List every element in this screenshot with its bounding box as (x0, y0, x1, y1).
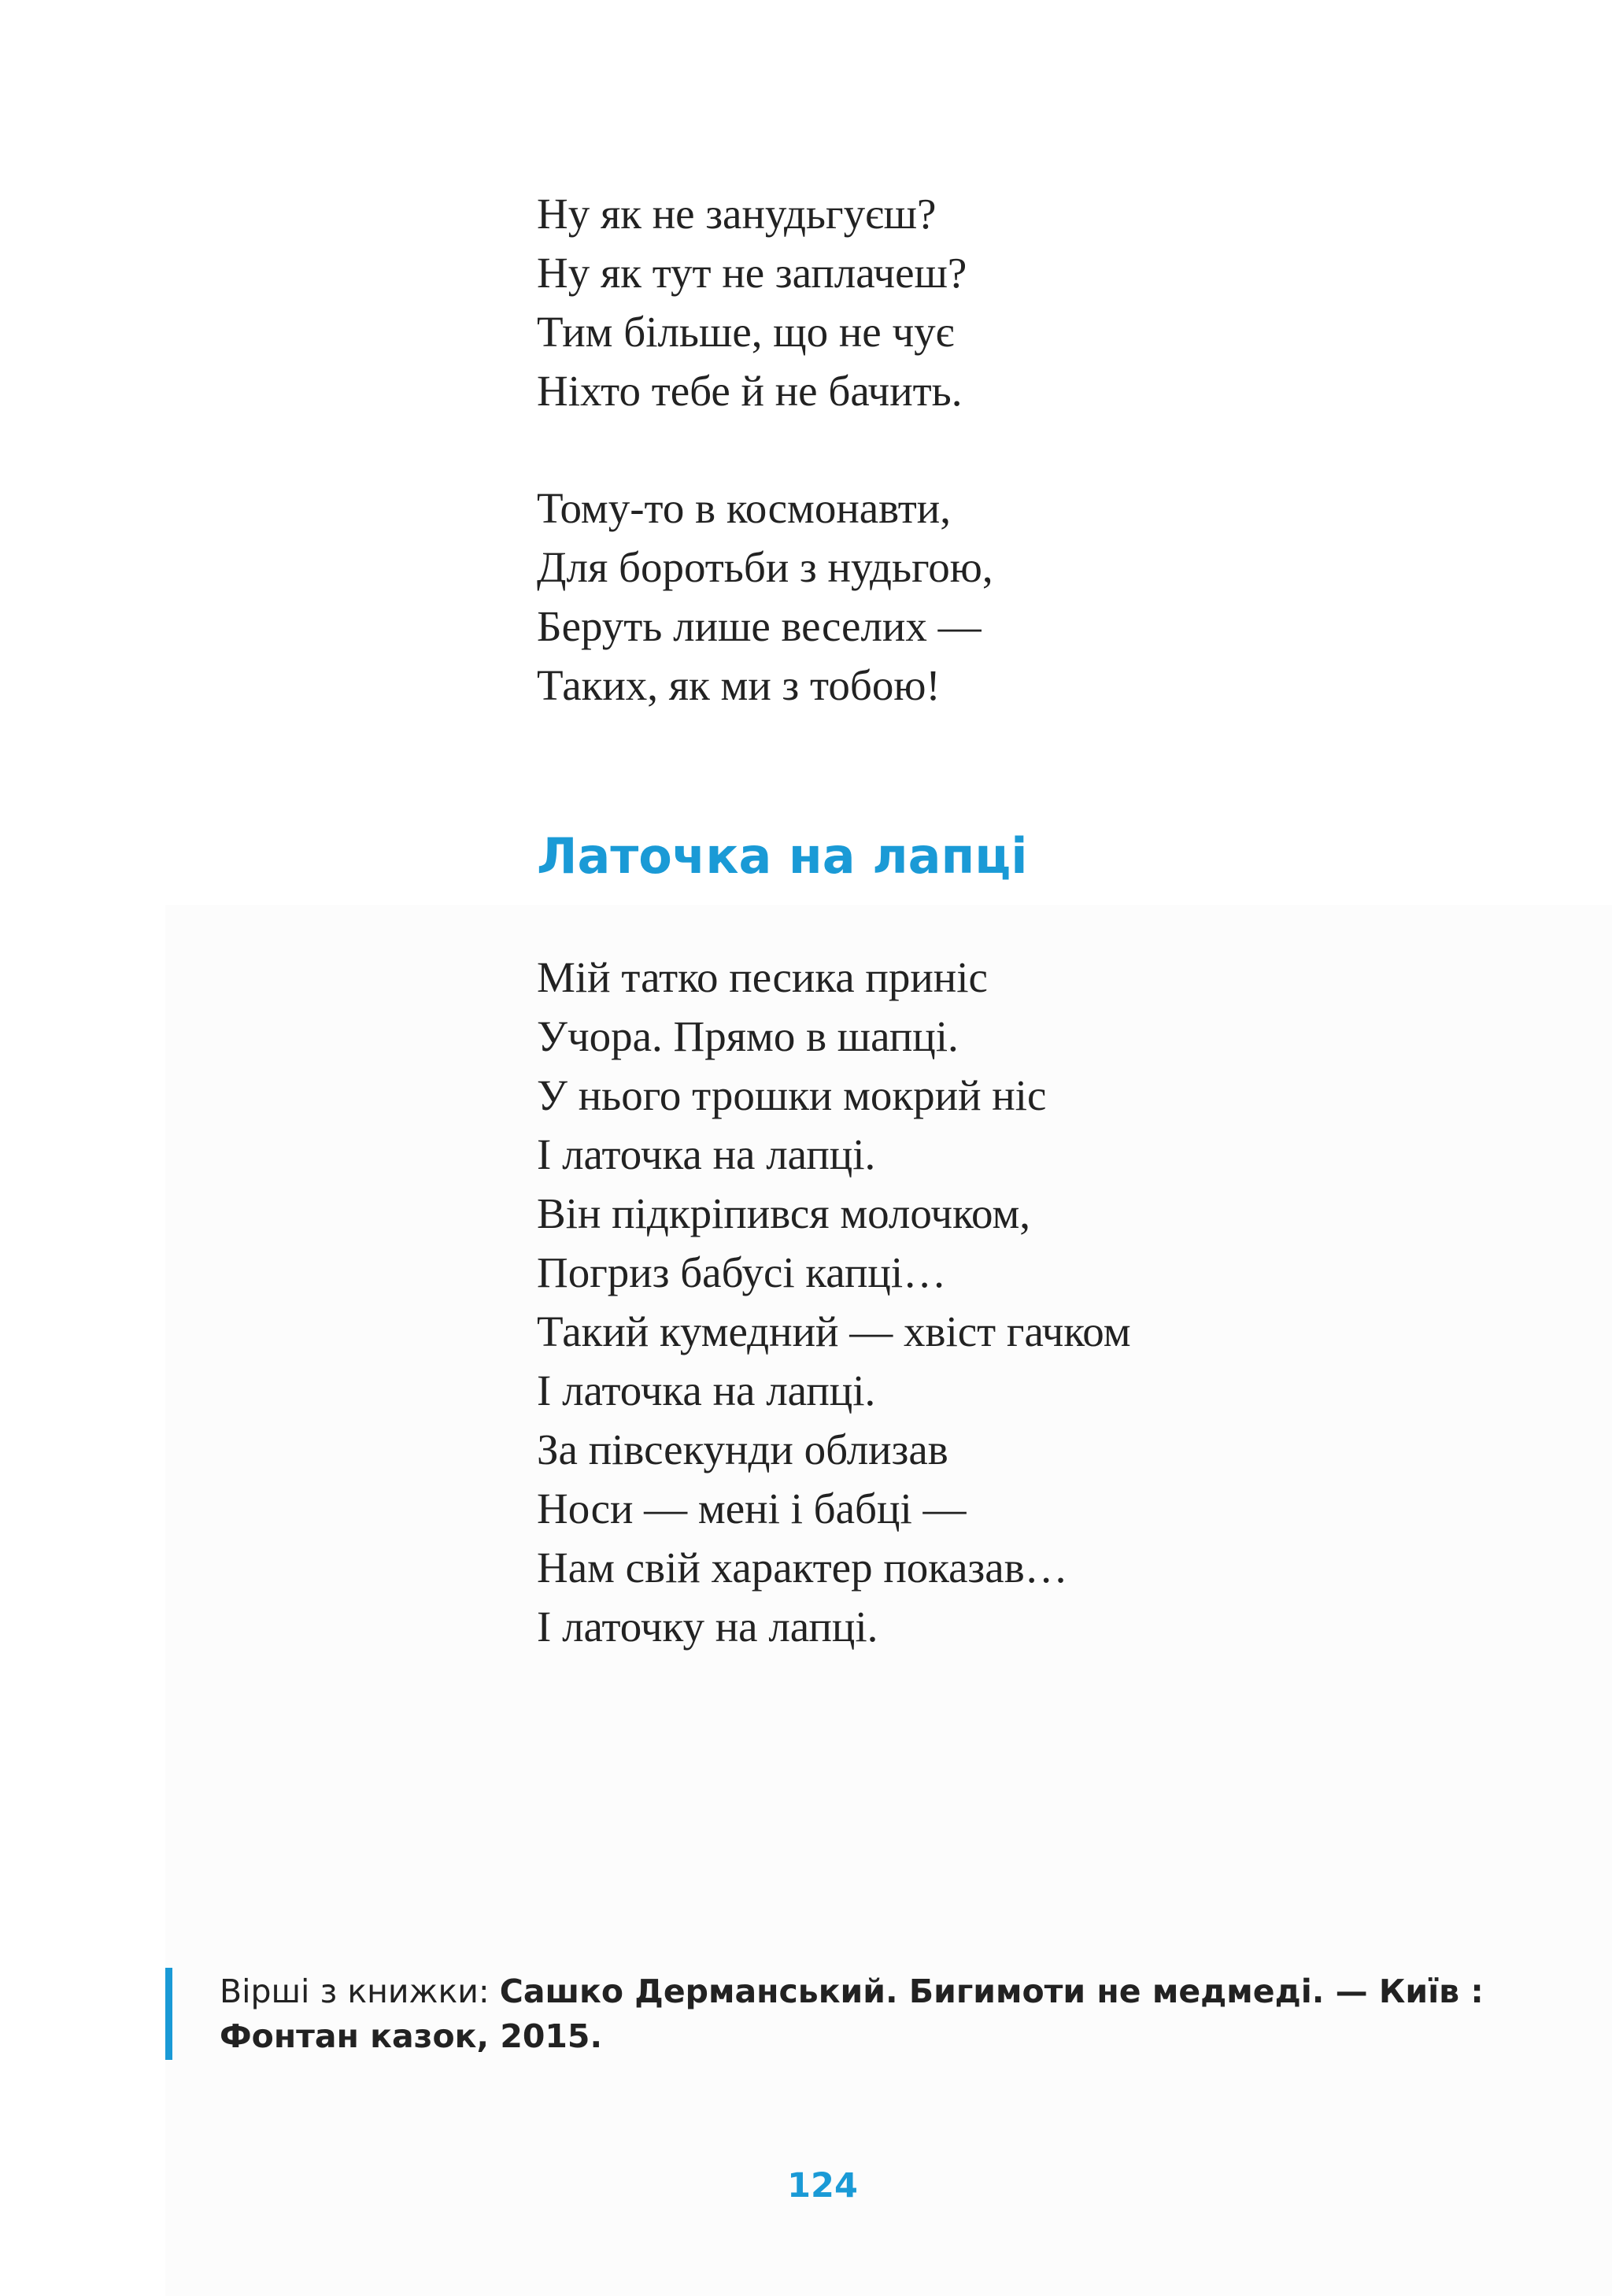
poem-line: Ну як не занудьгуєш? (537, 190, 937, 238)
source-citation (220, 1969, 1612, 2059)
poem-line: Тим більше, що не чує (537, 308, 955, 356)
poem-line: Таких, як ми з тобою! (537, 661, 941, 709)
poem-line: Такий кумедний — хвіст гачком (537, 1307, 1131, 1355)
poem-stanza (537, 479, 993, 715)
poem-line: Погриз бабусі капці… (537, 1248, 947, 1296)
poem-line: І латочка на лапці. (537, 1366, 876, 1414)
page-number: 124 (787, 2166, 858, 2205)
poem-line: Для боротьби з нудьгою, (537, 543, 993, 591)
source-accent-bar (165, 1968, 172, 2060)
poem-line: Він підкріпився молочком, (537, 1189, 1031, 1237)
poem-title: Латочка на лапці (537, 827, 1028, 885)
poem-line: Учора. Прямо в шапці. (537, 1012, 959, 1060)
poem-line: За півсекунди облизав (537, 1425, 948, 1473)
poem-line: Мій татко песика приніс (537, 953, 988, 1001)
poem-line: Тому-то в космонавти, (537, 484, 951, 532)
poem-line: У нього трошки мокрий ніс (537, 1071, 1047, 1119)
poem-line: Носи — мені і бабці — (537, 1484, 967, 1533)
poem-line: Ну як тут не заплачеш? (537, 249, 967, 297)
poem-stanza (537, 948, 1131, 1656)
source-lead-text: Вірші з книжки: (220, 1972, 500, 2010)
poem-line: Беруть лише веселих — (537, 602, 982, 650)
poem-line: Ніхто тебе й не бачить. (537, 367, 963, 415)
poem-line: І латочка на лапці. (537, 1130, 876, 1178)
poem-stanza (537, 184, 967, 420)
poem-line: Нам свій характер показав… (537, 1544, 1068, 1592)
source-reference: Сашко Дерманський. Бигимоти не медмеді. — Київ : Фонтан казок, 2015. (220, 1972, 1484, 2055)
poem-line: І латочку на лапці. (537, 1603, 878, 1651)
